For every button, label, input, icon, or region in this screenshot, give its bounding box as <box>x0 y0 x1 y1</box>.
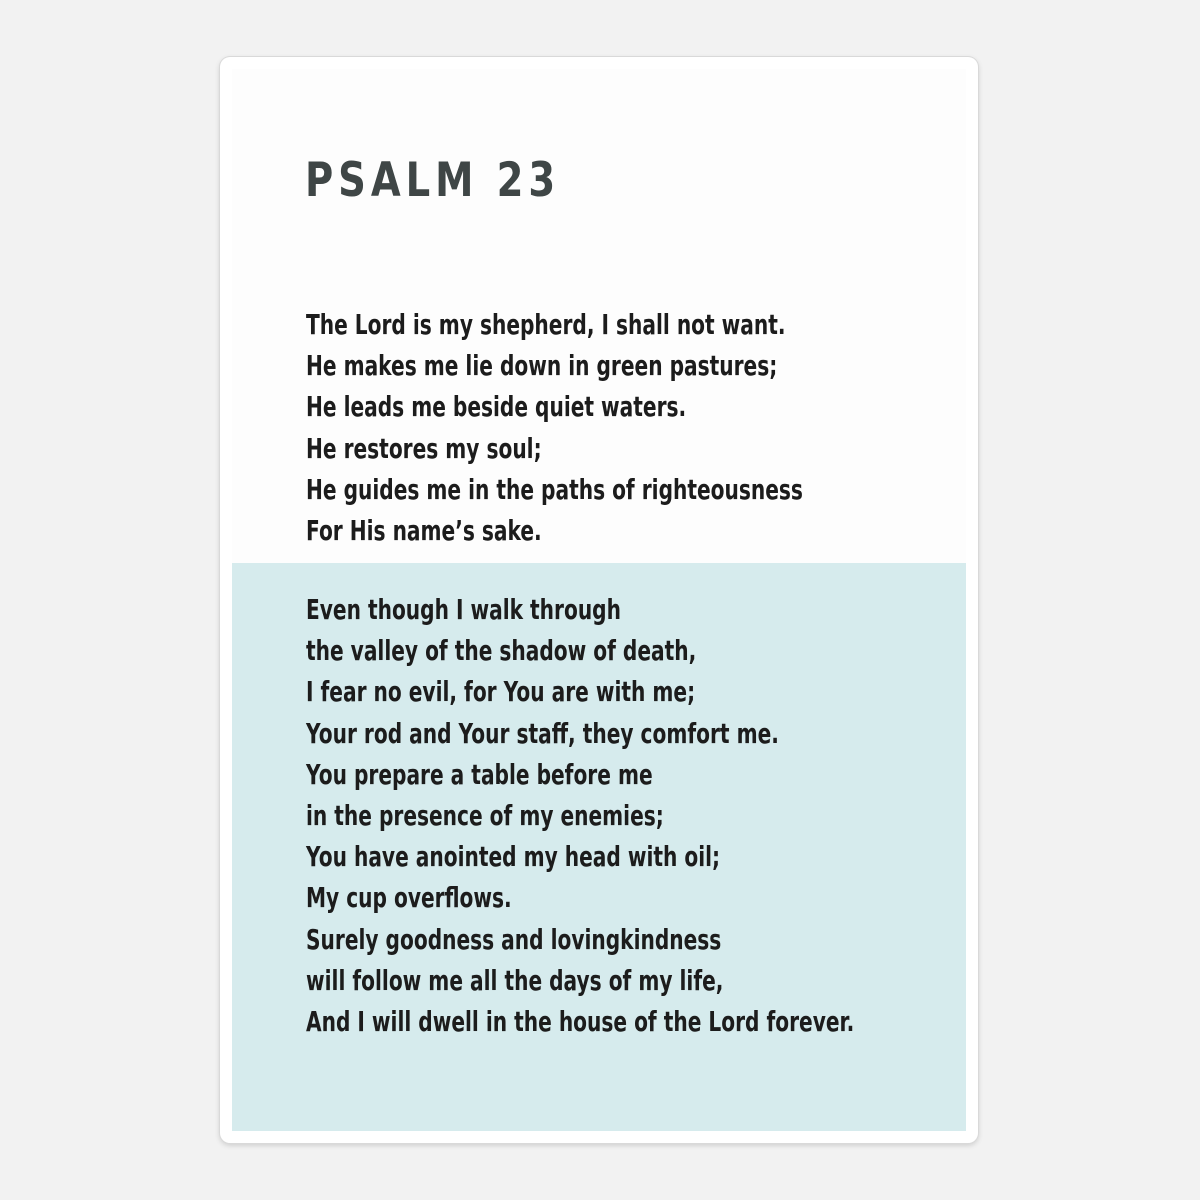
verse-line: the valley of the shadow of death, <box>306 634 697 668</box>
verse-line: Surely goodness and lovingkindness <box>306 922 722 956</box>
verse-line: For His name’s sake. <box>306 513 542 547</box>
verse-line: Even though I walk through <box>306 593 621 626</box>
verse-line: And I will dwell in the house of the Lord forever. <box>306 1004 855 1038</box>
verse-line: You prepare a table before me <box>306 757 653 791</box>
verse-line: will follow me all the days of my life, <box>306 963 724 997</box>
verse-line: Your rod and Your staff, they comfort me. <box>306 716 779 750</box>
verse-line: The Lord is my shepherd, I shall not want. <box>306 308 786 341</box>
verse-line: My cup overflows. <box>306 881 512 915</box>
verse-line: He guides me in the paths of righteousness <box>306 472 803 506</box>
verse-line: I fear no evil, for You are with me; <box>306 675 696 709</box>
verse-line: He leads me beside quiet waters. <box>306 390 687 424</box>
poster-card <box>220 57 978 1143</box>
stanza-2 <box>306 589 1067 1042</box>
stanza-1 <box>306 304 996 551</box>
verse-line: He makes me lie down in green pastures; <box>306 349 778 383</box>
verse-line: He restores my soul; <box>306 431 542 465</box>
poster-title: PSALM 23 <box>305 153 561 208</box>
verse-line: You have anointed my head with oil; <box>306 840 721 874</box>
verse-line: in the presence of my enemies; <box>306 798 664 832</box>
